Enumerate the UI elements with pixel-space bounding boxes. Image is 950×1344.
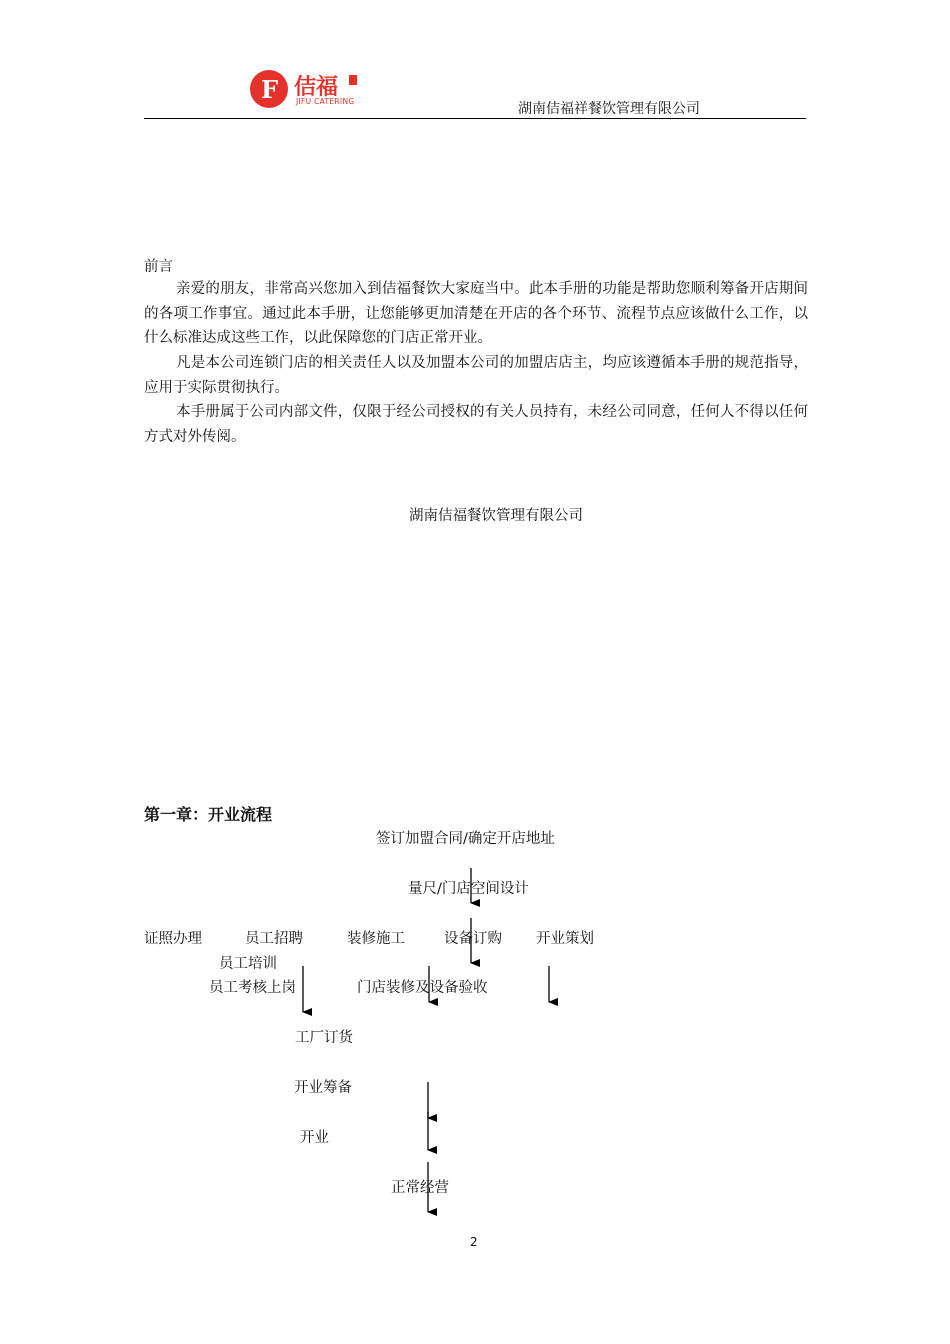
flow-node-preparation: 开业筹备 <box>294 1080 352 1096</box>
flow-node-opening: 开业 <box>300 1130 329 1146</box>
header-company-name: 湖南佶福祥餐饮管理有限公司 <box>518 101 700 117</box>
logo-english-name: JIFU CATERING <box>296 97 355 106</box>
preface-paragraph-3: 本手册属于公司内部文件，仅限于经公司授权的有关人员持有，未经公司同意，任何人不得以任何方式对外传阅。 <box>144 404 808 445</box>
preface-paragraph-1: 亲爱的朋友，非常高兴您加入到佶福餐饮大家庭当中。此本手册的功能是帮助您顺利筹备开店期间的各项工作事宜。通过此本手册，让您能够更加清楚在开店的各个环节、流程节点应该做什么工作，以什么标准达成这些工作，以此保障您的门店正常开业。 <box>144 281 808 346</box>
flow-node-equipment-purchase: 设备订购 <box>444 931 502 947</box>
preface-signature: 湖南佶福餐饮管理有限公司 <box>409 508 583 524</box>
logo-mark-icon: F <box>250 70 288 108</box>
logo-chinese-name: 佶福 <box>294 75 339 100</box>
preface-title: 前言 <box>144 259 173 275</box>
flow-node-sign-contract: 签订加盟合同/确定开店地址 <box>376 831 555 847</box>
flow-node-acceptance: 门店装修及设备验收 <box>357 980 488 996</box>
flow-node-license: 证照办理 <box>144 931 202 947</box>
flow-node-assessment: 员工考核上岗 <box>209 980 296 996</box>
preface-paragraph-2: 凡是本公司连锁门店的相关责任人以及加盟本公司的加盟店店主，均应该遵循本手册的规范指导，应用于实际贯彻执行。 <box>144 355 808 396</box>
flow-node-opening-plan: 开业策划 <box>536 931 594 947</box>
flow-node-operation: 正常经营 <box>391 1180 449 1196</box>
flow-node-training: 员工培训 <box>219 956 277 972</box>
flow-node-factory-order: 工厂订货 <box>295 1030 353 1046</box>
flow-node-recruit: 员工招聘 <box>245 931 303 947</box>
page-number: 2 <box>470 1235 478 1249</box>
chapter-title: 第一章：开业流程 <box>144 805 273 824</box>
flow-node-measure-design: 量尺/门店空间设计 <box>408 881 529 897</box>
flow-node-renovation: 装修施工 <box>347 931 405 947</box>
